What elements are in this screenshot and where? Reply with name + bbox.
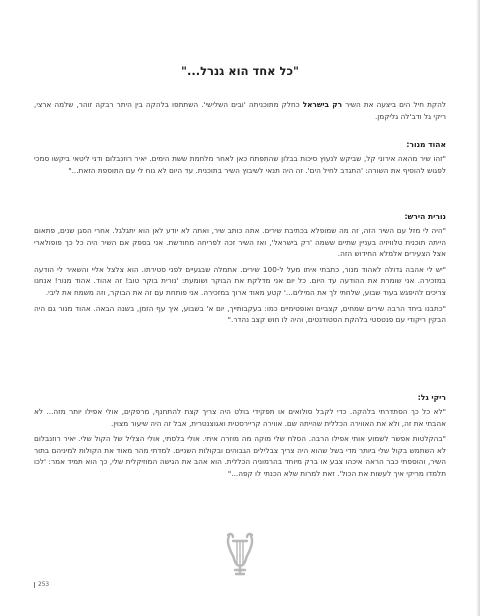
quote-paragraph: "לא כל כך הסתדרתי בלהקה. כדי לקבל סולואים או תפקידי בולט היה צריך קצת להתחנף, מרפקים, אולי אפילו יותר מזה... לא אהבתי את זה, ולא את האווירה הכללית שהייתה שם. אווירה קריירסטית ואגוצנטרית, אבל זה היה שיעור מצוין. (34, 407, 446, 428)
lyre-icon (224, 530, 256, 578)
intro-prefix: להקת חיל הים ביצעה את השיר (342, 100, 447, 109)
section-body-ehud-manor (34, 153, 446, 176)
page-spine-shadow (476, 0, 480, 616)
intro-song-title: רק בישראל (302, 100, 343, 109)
section-heading-ehud-manor: אהוד מנור: (406, 140, 446, 149)
quote-paragraph: "היה לי מזל עם השיר הזה, זה מה שמופלא בכתיבת שירים. אתה כותב שיר, ואתה לא יודע לאן הוא יתגלגל. אחרי הסגן שנים, פתאום הייתה תוכנית טלוויזיה בעניין שתיים ששמה 'רק בישראל', ואז השיר זכה לפריחה מחודשת. אני בספק אם השיר היה כל כך פופולארי אצל הצעירים אלמלא החידוש הזה. (34, 226, 446, 259)
intro-suffix: כחלק מתוכניתה 'ובים השלישי'. השתתפו בלהקה בין היתר רבקה זוהר, שלמה ארצי, ריקי גל ודב'לה גליקמן. (34, 100, 446, 121)
intro-paragraph (34, 99, 446, 122)
quote-paragraph: "בהקלטות אפשר לשמוע אותי אפילו הרבה. הסלח שלי מוקה מה מוזרה איתי. אולי בלסתי, אולי הצליל של הקול שלי. יאיר רוזנבלום לא השתמש בקול שלי ביותר מדי בשל שהוא היה צריך צבלילים הגבוהים ובקולות השניים. למדתי מהר מאוד את הקולות למיניהם בתור השיר, והוספתי כבר הראה איכהו צבע או ברק מיוחד בהרמוניה הכללית. הוא אהב את הגישה המוזיקלית שלי, כך הוא תמיד אמר: 'לכו תלמדו מריקי איך לעשות את הכול'. זאת למרות שלא הכנתי לו קפה..." (34, 434, 446, 478)
section-body-riki-gal (34, 406, 446, 480)
section-body-nurit-hirsh (34, 225, 446, 326)
quote-paragraph: "זהו שיר מהאה אירוני קל, שביקש לנעוץ סיכות בבלון שהתפתח כאן לאחר מלחמת ששת הימים. יאיר רוזנבלום ודני ליטאי ביקשו סמכי לפגוש להוסיף את השורה: 'התגדב לחיל הים'. זה היה תנאי לשיבוץ השיר בתוכנית. עד היום לא נוח לי עם התוספת הזאת..." (34, 154, 446, 175)
section-heading-nurit-hirsh: נורית הירש: (404, 212, 446, 221)
chapter-title: "כל אחד הוא גנרל..." (180, 64, 300, 78)
section-heading-riki-gal: ריקי גל: (417, 393, 446, 402)
quote-paragraph: "יש לי אהבה גדולה לאהוד מנור, כתבתי איתו מעל ל-100 שירים. אתמלה שבגעיים לפני סטירתו. הוא צלצל אליי והשאיר לי הודעה במזכירה. אני שומרת את ההודעה עד היום. כל יום אני מדלקת את הבוקר ושומעת: 'נורית בוקר טוב! זה אהוד. אהוד מנור! אנחנו צריכים להיפגש בעוד שבוע, שלחתי לך את המילים...' קטע מאוד ארוך במזכירה. אני פותחת עם זה את הבוקר, וזה משמח את ליבי. (34, 264, 446, 297)
page-number: 253 (34, 582, 49, 588)
quote-paragraph: "כתבנו ביחד הרבה שירים שמחים, קצביים ואופטימיים כמו: בעקבותייך, יום א' בשבוע, איך עף הזמן, בשנה הבאה. אהוד מנור גם היה הבקין ריקודי עם פנטסטי בלהקת הסטודנטים, והיה לו חוש קצב נהדר." (34, 303, 446, 325)
